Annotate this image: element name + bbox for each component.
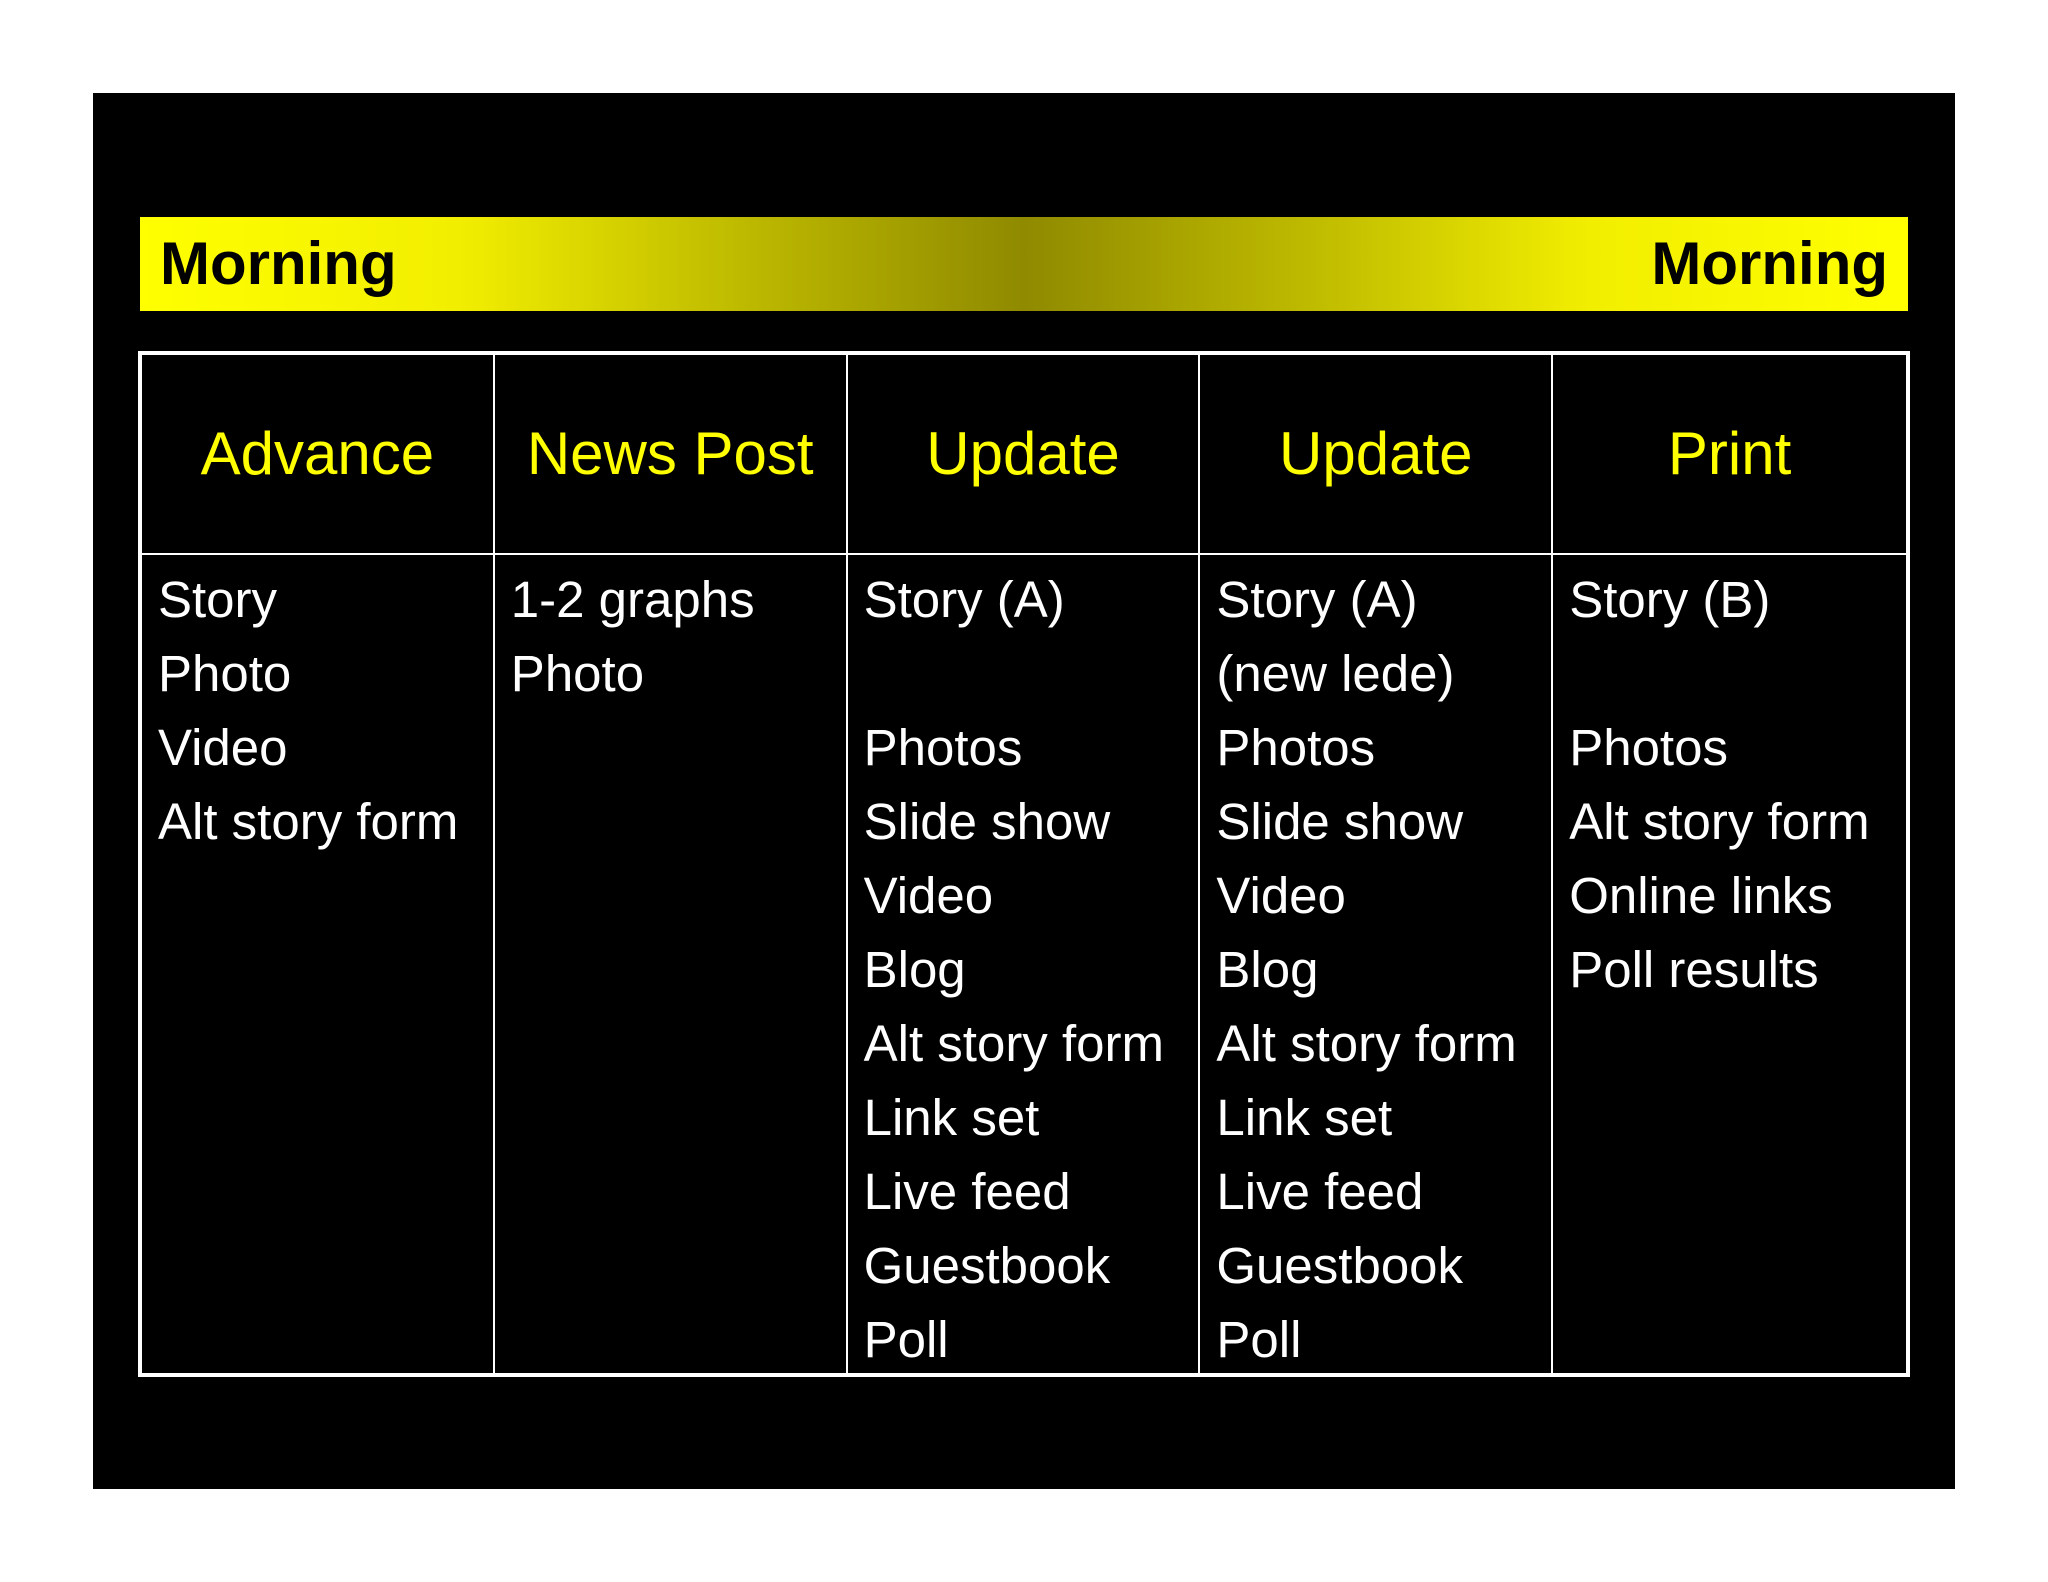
list-item: Photos: [1216, 719, 1376, 776]
list-item: Guestbook: [1216, 1237, 1464, 1294]
list-item: Video: [863, 867, 994, 924]
column-header: Advance: [142, 355, 495, 555]
list-item: Photos: [863, 719, 1023, 776]
column-items: [848, 555, 1201, 1377]
list-item: Poll results: [1569, 941, 1819, 998]
list-item: Photo: [158, 645, 292, 702]
list-item: Blog: [1216, 941, 1319, 998]
column-items: [142, 555, 495, 1377]
list-item: Alt story form: [1216, 1015, 1517, 1072]
list-item: Story (B): [1569, 571, 1771, 628]
list-item: 1-2 graphs: [510, 571, 755, 628]
list-item: Photos: [1569, 719, 1728, 776]
list-item: Alt story form: [1569, 793, 1870, 850]
banner-label-left: Morning: [160, 230, 397, 297]
list-item: Story (A): [863, 571, 1065, 628]
list-item: Live feed: [1216, 1163, 1424, 1220]
morning-banner: [140, 217, 1908, 311]
list-item: Video: [1216, 867, 1346, 924]
list-item: Alt story form: [863, 1015, 1164, 1072]
list-item: Link set: [1216, 1089, 1393, 1146]
list-item: (new lede): [1216, 645, 1455, 702]
list-item: Live feed: [863, 1163, 1071, 1220]
list-item: Online links: [1569, 867, 1833, 924]
column-header: News Post: [495, 355, 848, 555]
list-item: Video: [158, 719, 288, 776]
column-items: [495, 555, 848, 1377]
column-header: Print: [1553, 355, 1906, 555]
list-item: Slide show: [1216, 793, 1464, 850]
list-item: Slide show: [863, 793, 1111, 850]
list-item: Story (A): [1216, 571, 1418, 628]
column-items: [1553, 555, 1906, 1377]
list-item: Blog: [863, 941, 966, 998]
list-item: Poll: [1216, 1311, 1302, 1368]
banner-label-right: Morning: [1651, 230, 1888, 297]
list-item: Guestbook: [863, 1237, 1111, 1294]
slide: [93, 93, 1955, 1489]
list-item: Story: [158, 571, 278, 628]
column-items: [1200, 555, 1553, 1377]
list-item: [1569, 637, 1906, 711]
schedule-table: [138, 351, 1910, 1377]
column-header: Update: [1200, 355, 1553, 555]
list-item: [864, 637, 1199, 711]
list-item: Photo: [510, 645, 645, 702]
list-item: Poll: [863, 1311, 949, 1368]
list-item: Alt story form: [158, 793, 459, 850]
column-header: Update: [848, 355, 1201, 555]
list-item: Link set: [863, 1089, 1040, 1146]
